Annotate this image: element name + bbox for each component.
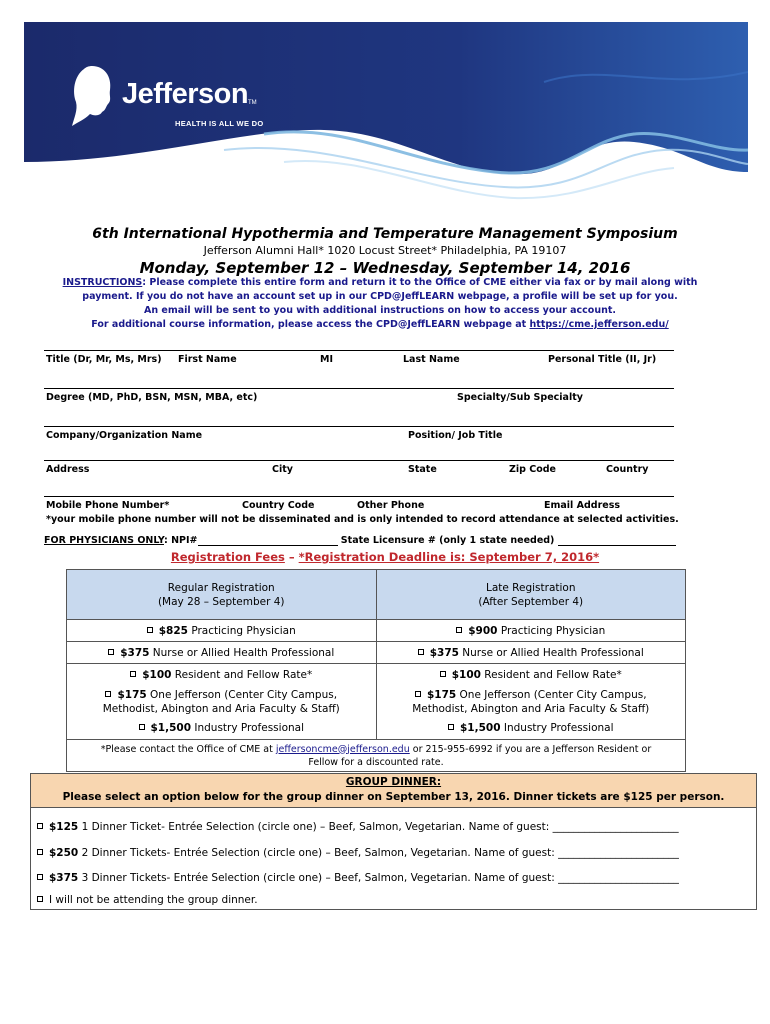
instructions-line-4: For additional course information, please access the CPD@JeffLEARN webpage at [91, 319, 530, 330]
checkbox-icon[interactable] [418, 649, 424, 655]
checkbox-icon[interactable] [108, 649, 114, 655]
late-title: Late Registration [485, 581, 576, 594]
dinner-option-text: 1 Dinner Ticket- Entrée Selection (circle one) – Beef, Salmon, Vegetarian. Name of guest: ________________________ [78, 821, 679, 833]
checkbox-icon[interactable] [130, 671, 136, 677]
fees-deadline: *Registration Deadline is: September 7, 2016* [298, 550, 600, 564]
country-code-label: Country Code [242, 500, 315, 511]
checkbox-icon[interactable] [139, 724, 145, 730]
dinner-option[interactable] [37, 821, 679, 833]
mobile-note: *your mobile phone number will not be disseminated and is only intended to record attendance at selected activities. [46, 514, 679, 525]
fee-price: $100 [142, 668, 172, 681]
state-license-field[interactable] [558, 536, 676, 546]
mi-label: MI [320, 354, 333, 365]
other-phone-label: Other Phone [357, 500, 425, 511]
checkbox-icon[interactable] [415, 691, 421, 697]
checkbox-icon[interactable] [456, 627, 462, 633]
fee-label: Practicing Physician [497, 624, 606, 637]
fee-option[interactable] [376, 620, 686, 642]
instructions-line-1: : Please complete this entire form and return it to the Office of CME either via fax or by mail along with [142, 277, 698, 288]
note-prefix: *Please contact the Office of CME at [100, 743, 276, 755]
dinner-option[interactable] [37, 872, 679, 884]
fee-price: $175 [117, 688, 147, 701]
personal-title-label: Personal Title (II, Jr) [548, 354, 657, 365]
dinner-price: $375 [49, 872, 79, 884]
late-registration-header [376, 570, 686, 620]
resident-discount-note [67, 740, 686, 772]
fee-price: $375 [120, 646, 150, 659]
logo-tagline: HEALTH IS ALL WE DO [175, 119, 264, 128]
group-dinner-subtitle: Please select an option below for the group dinner on September 13, 2016. Dinner tickets are $125 per person. [62, 791, 725, 803]
country-label: Country [606, 464, 649, 475]
fee-label-line-2: Methodist, Abington and Aria Faculty & Staff) [102, 702, 340, 715]
note-line-2: Fellow for a discounted rate. [308, 756, 444, 768]
fee-price: $1,500 [460, 722, 501, 735]
dinner-option[interactable] [37, 847, 679, 859]
fee-price: $900 [468, 624, 498, 637]
title-field-label: Title (Dr, Mr, Ms, Mrs) [46, 354, 162, 365]
physicians-only-label: FOR PHYSICIANS ONLY [44, 535, 164, 546]
regular-title: Regular Registration [167, 581, 275, 594]
fees-title: Registration Fees [170, 550, 285, 564]
fee-label-line-2: Methodist, Abington and Aria Faculty & Staff) [412, 702, 650, 715]
checkbox-icon[interactable] [37, 896, 43, 902]
logo-trademark: TM [248, 100, 257, 106]
logo-wordmark: Jefferson [122, 78, 249, 110]
address-line[interactable] [44, 460, 674, 461]
registration-fees-table [66, 569, 686, 772]
npi-label: : NPI# [163, 535, 198, 546]
dinner-price: $125 [49, 821, 79, 833]
group-dinner-header [31, 774, 756, 808]
checkbox-icon[interactable] [105, 691, 111, 697]
state-license-label: State Licensure # (only 1 state needed) [337, 535, 558, 546]
state-label: State [408, 464, 437, 475]
fee-label: Industry Professional [191, 722, 304, 735]
dinner-price: $250 [49, 847, 79, 859]
npi-field[interactable] [198, 536, 338, 546]
first-name-label: First Name [178, 354, 237, 365]
position-label: Position/ Job Title [408, 430, 503, 441]
city-label: City [272, 464, 293, 475]
instructions [30, 276, 730, 332]
fee-price: $375 [429, 646, 459, 659]
registration-fees-heading [0, 550, 770, 564]
instructions-line-3: An email will be sent to you with additional instructions on how to access your account. [143, 305, 617, 316]
company-line[interactable] [44, 426, 674, 427]
fee-label: One Jefferson (Center City Campus, [456, 688, 647, 701]
degree-label: Degree (MD, PhD, BSN, MSN, MBA, etc) [46, 392, 258, 403]
fee-label: One Jefferson (Center City Campus, [146, 688, 338, 701]
dinner-option-text: I will not be attending the group dinner. [49, 894, 258, 906]
late-dates: (After September 4) [478, 595, 584, 608]
fee-option[interactable] [67, 718, 377, 740]
fee-label: Resident and Fellow Rate* [171, 668, 313, 681]
fee-label: Nurse or Allied Health Professional [458, 646, 644, 659]
header-banner [24, 22, 748, 200]
instructions-label: INSTRUCTIONS [62, 277, 143, 288]
regular-registration-header [67, 570, 377, 620]
email-label: Email Address [544, 500, 621, 511]
last-name-label: Last Name [403, 354, 460, 365]
fee-price: $1,500 [150, 722, 192, 735]
jefferson-logo-icon [68, 64, 116, 128]
fee-price: $825 [158, 624, 188, 637]
checkbox-icon[interactable] [440, 671, 446, 677]
regular-dates: (May 28 – September 4) [157, 595, 285, 608]
fee-label: Practicing Physician [187, 624, 296, 637]
fee-price: $100 [451, 668, 481, 681]
group-dinner-section [30, 773, 757, 910]
specialty-label: Specialty/Sub Specialty [457, 392, 583, 403]
fee-label: Nurse or Allied Health Professional [149, 646, 335, 659]
fee-option[interactable] [67, 620, 377, 642]
fee-option[interactable] [376, 686, 686, 718]
company-label: Company/Organization Name [46, 430, 203, 441]
checkbox-icon[interactable] [37, 823, 43, 829]
fee-price: $175 [426, 688, 457, 701]
zip-label: Zip Code [509, 464, 556, 475]
fee-option[interactable] [376, 664, 686, 686]
degree-line[interactable] [44, 388, 674, 389]
instructions-line-2: payment. If you do not have an account set up in our CPD@JeffLEARN webpage, a profile will be set up for you. [82, 291, 678, 302]
dinner-option[interactable] [37, 894, 258, 906]
address-label: Address [46, 464, 90, 475]
dinner-option-text: 2 Dinner Tickets- Entrée Selection (circle one) – Beef, Salmon, Vegetarian. Name of guest: _______________________ [78, 847, 679, 859]
cme-email-link[interactable]: jeffersoncme@jefferson.edu [275, 743, 410, 755]
symposium-title: 6th International Hypothermia and Temperature Management Symposium [92, 226, 678, 242]
dinner-option-text: 3 Dinner Tickets- Entrée Selection (circle one) – Beef, Salmon, Vegetarian. Name of guest: _______________________ [78, 872, 679, 884]
checkbox-icon[interactable] [147, 627, 153, 633]
fee-option[interactable] [376, 718, 686, 740]
checkbox-icon[interactable] [37, 874, 43, 880]
checkbox-icon[interactable] [448, 724, 454, 730]
fee-option[interactable] [67, 642, 377, 664]
mobile-label: Mobile Phone Number* [46, 500, 170, 511]
fee-option[interactable] [376, 642, 686, 664]
phone-line[interactable] [44, 496, 674, 497]
fee-option[interactable] [67, 686, 377, 718]
physicians-only-row [44, 535, 676, 546]
cme-website-link[interactable]: https://cme.jefferson.edu/ [529, 319, 669, 330]
fee-label: Industry Professional [500, 722, 614, 735]
note-suffix: or 215-955-6992 if you are a Jefferson Resident or [409, 743, 652, 755]
symposium-location: Jefferson Alumni Hall* 1020 Locust Street* Philadelphia, PA 19107 [203, 244, 567, 257]
fee-option[interactable] [67, 664, 377, 686]
name-line[interactable] [44, 350, 674, 351]
fees-separator: – [284, 550, 299, 564]
symposium-dates: Monday, September 12 – Wednesday, September 14, 2016 [139, 259, 631, 277]
checkbox-icon[interactable] [37, 849, 43, 855]
fee-label: Resident and Fellow Rate* [480, 668, 622, 681]
group-dinner-title: GROUP DINNER: [345, 776, 442, 788]
